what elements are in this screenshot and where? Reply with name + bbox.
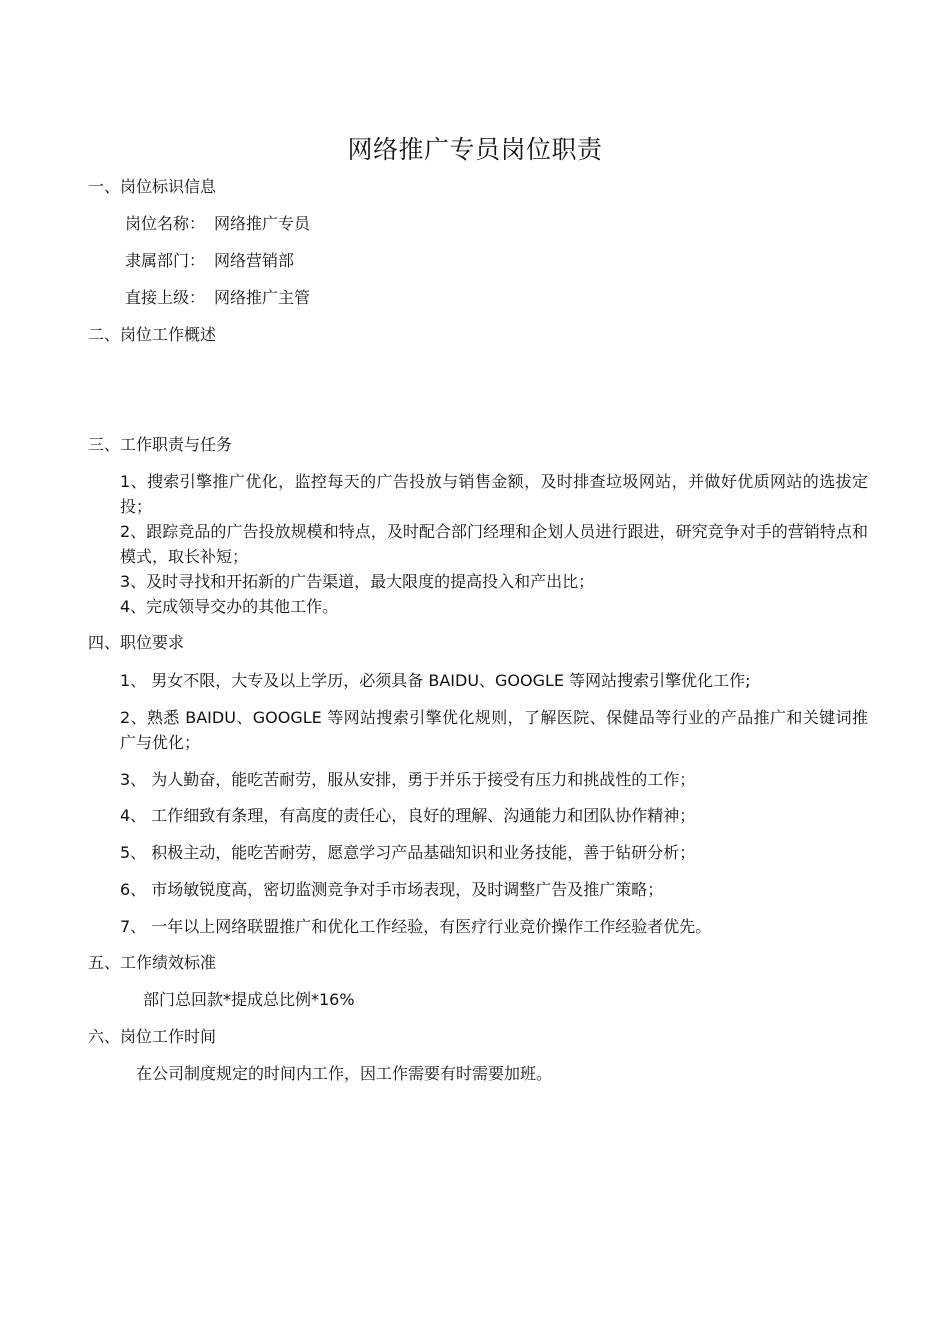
section-3-heading: 三、工作职责与任务 <box>88 435 233 454</box>
section-4-heading: 四、职位要求 <box>88 633 185 652</box>
page-title: 网络推广专员岗位职责 <box>347 135 603 164</box>
info-value: 网络推广主管 <box>214 288 311 307</box>
section-1-heading: 一、岗位标识信息 <box>88 177 217 196</box>
info-row-department <box>125 249 294 273</box>
requirement-item-6: 6、 市场敏锐度高，密切监测竞争对手市场表现，及时调整广告及推广策略； <box>120 880 664 899</box>
requirement-item-2: 2、熟悉 BAIDU、GOOGLE 等网站搜索引擎优化规则，了解医院、保健品等行业的产品推广和关键词推广与优化； <box>120 708 868 752</box>
section-6-heading: 六、岗位工作时间 <box>88 1027 217 1046</box>
duty-item-1: 1、搜索引擎推广优化，监控每天的广告投放与销售金额，及时排查垃圾网站，并做好优质网站的选拔定投； <box>120 472 868 516</box>
section-2-heading: 二、岗位工作概述 <box>88 325 217 344</box>
duty-item-4: 4、完成领导交办的其他工作。 <box>120 597 339 616</box>
duty-item-2: 2、跟踪竞品的广告投放规模和特点，及时配合部门经理和企划人员进行跟进，研究竞争对手的营销特点和模式，取长补短； <box>120 522 868 566</box>
requirement-item-1: 1、 男女不限，大专及以上学历，必须具备 BAIDU、GOOGLE 等网站搜索引擎优化工作; <box>120 671 751 690</box>
info-value: 网络营销部 <box>214 251 295 270</box>
section-5-heading: 五、工作绩效标准 <box>88 953 217 972</box>
info-label: 直接上级： <box>125 288 206 307</box>
work-time-text: 在公司制度规定的时间内工作，因工作需要有时需要加班。 <box>136 1064 553 1083</box>
info-row-position <box>125 212 310 236</box>
requirement-item-3: 3、 为人勤奋，能吃苦耐劳，服从安排，勇于并乐于接受有压力和挑战性的工作； <box>120 770 696 789</box>
info-label: 隶属部门： <box>125 251 206 270</box>
performance-standard-text: 部门总回款*提成总比例*16% <box>143 990 355 1009</box>
info-row-supervisor <box>125 286 310 310</box>
requirement-item-5: 5、 积极主动，能吃苦耐劳，愿意学习产品基础知识和业务技能，善于钻研分析； <box>120 843 696 862</box>
requirement-item-7: 7、 一年以上网络联盟推广和优化工作经验，有医疗行业竞价操作工作经验者优先。 <box>120 917 712 936</box>
duty-item-3: 3、及时寻找和开拓新的广告渠道，最大限度的提高投入和产出比； <box>120 572 595 591</box>
requirement-item-4: 4、 工作细致有条理，有高度的责任心，良好的理解、沟通能力和团队协作精神； <box>120 806 696 825</box>
info-value: 网络推广专员 <box>214 214 311 233</box>
info-label: 岗位名称： <box>125 214 206 233</box>
